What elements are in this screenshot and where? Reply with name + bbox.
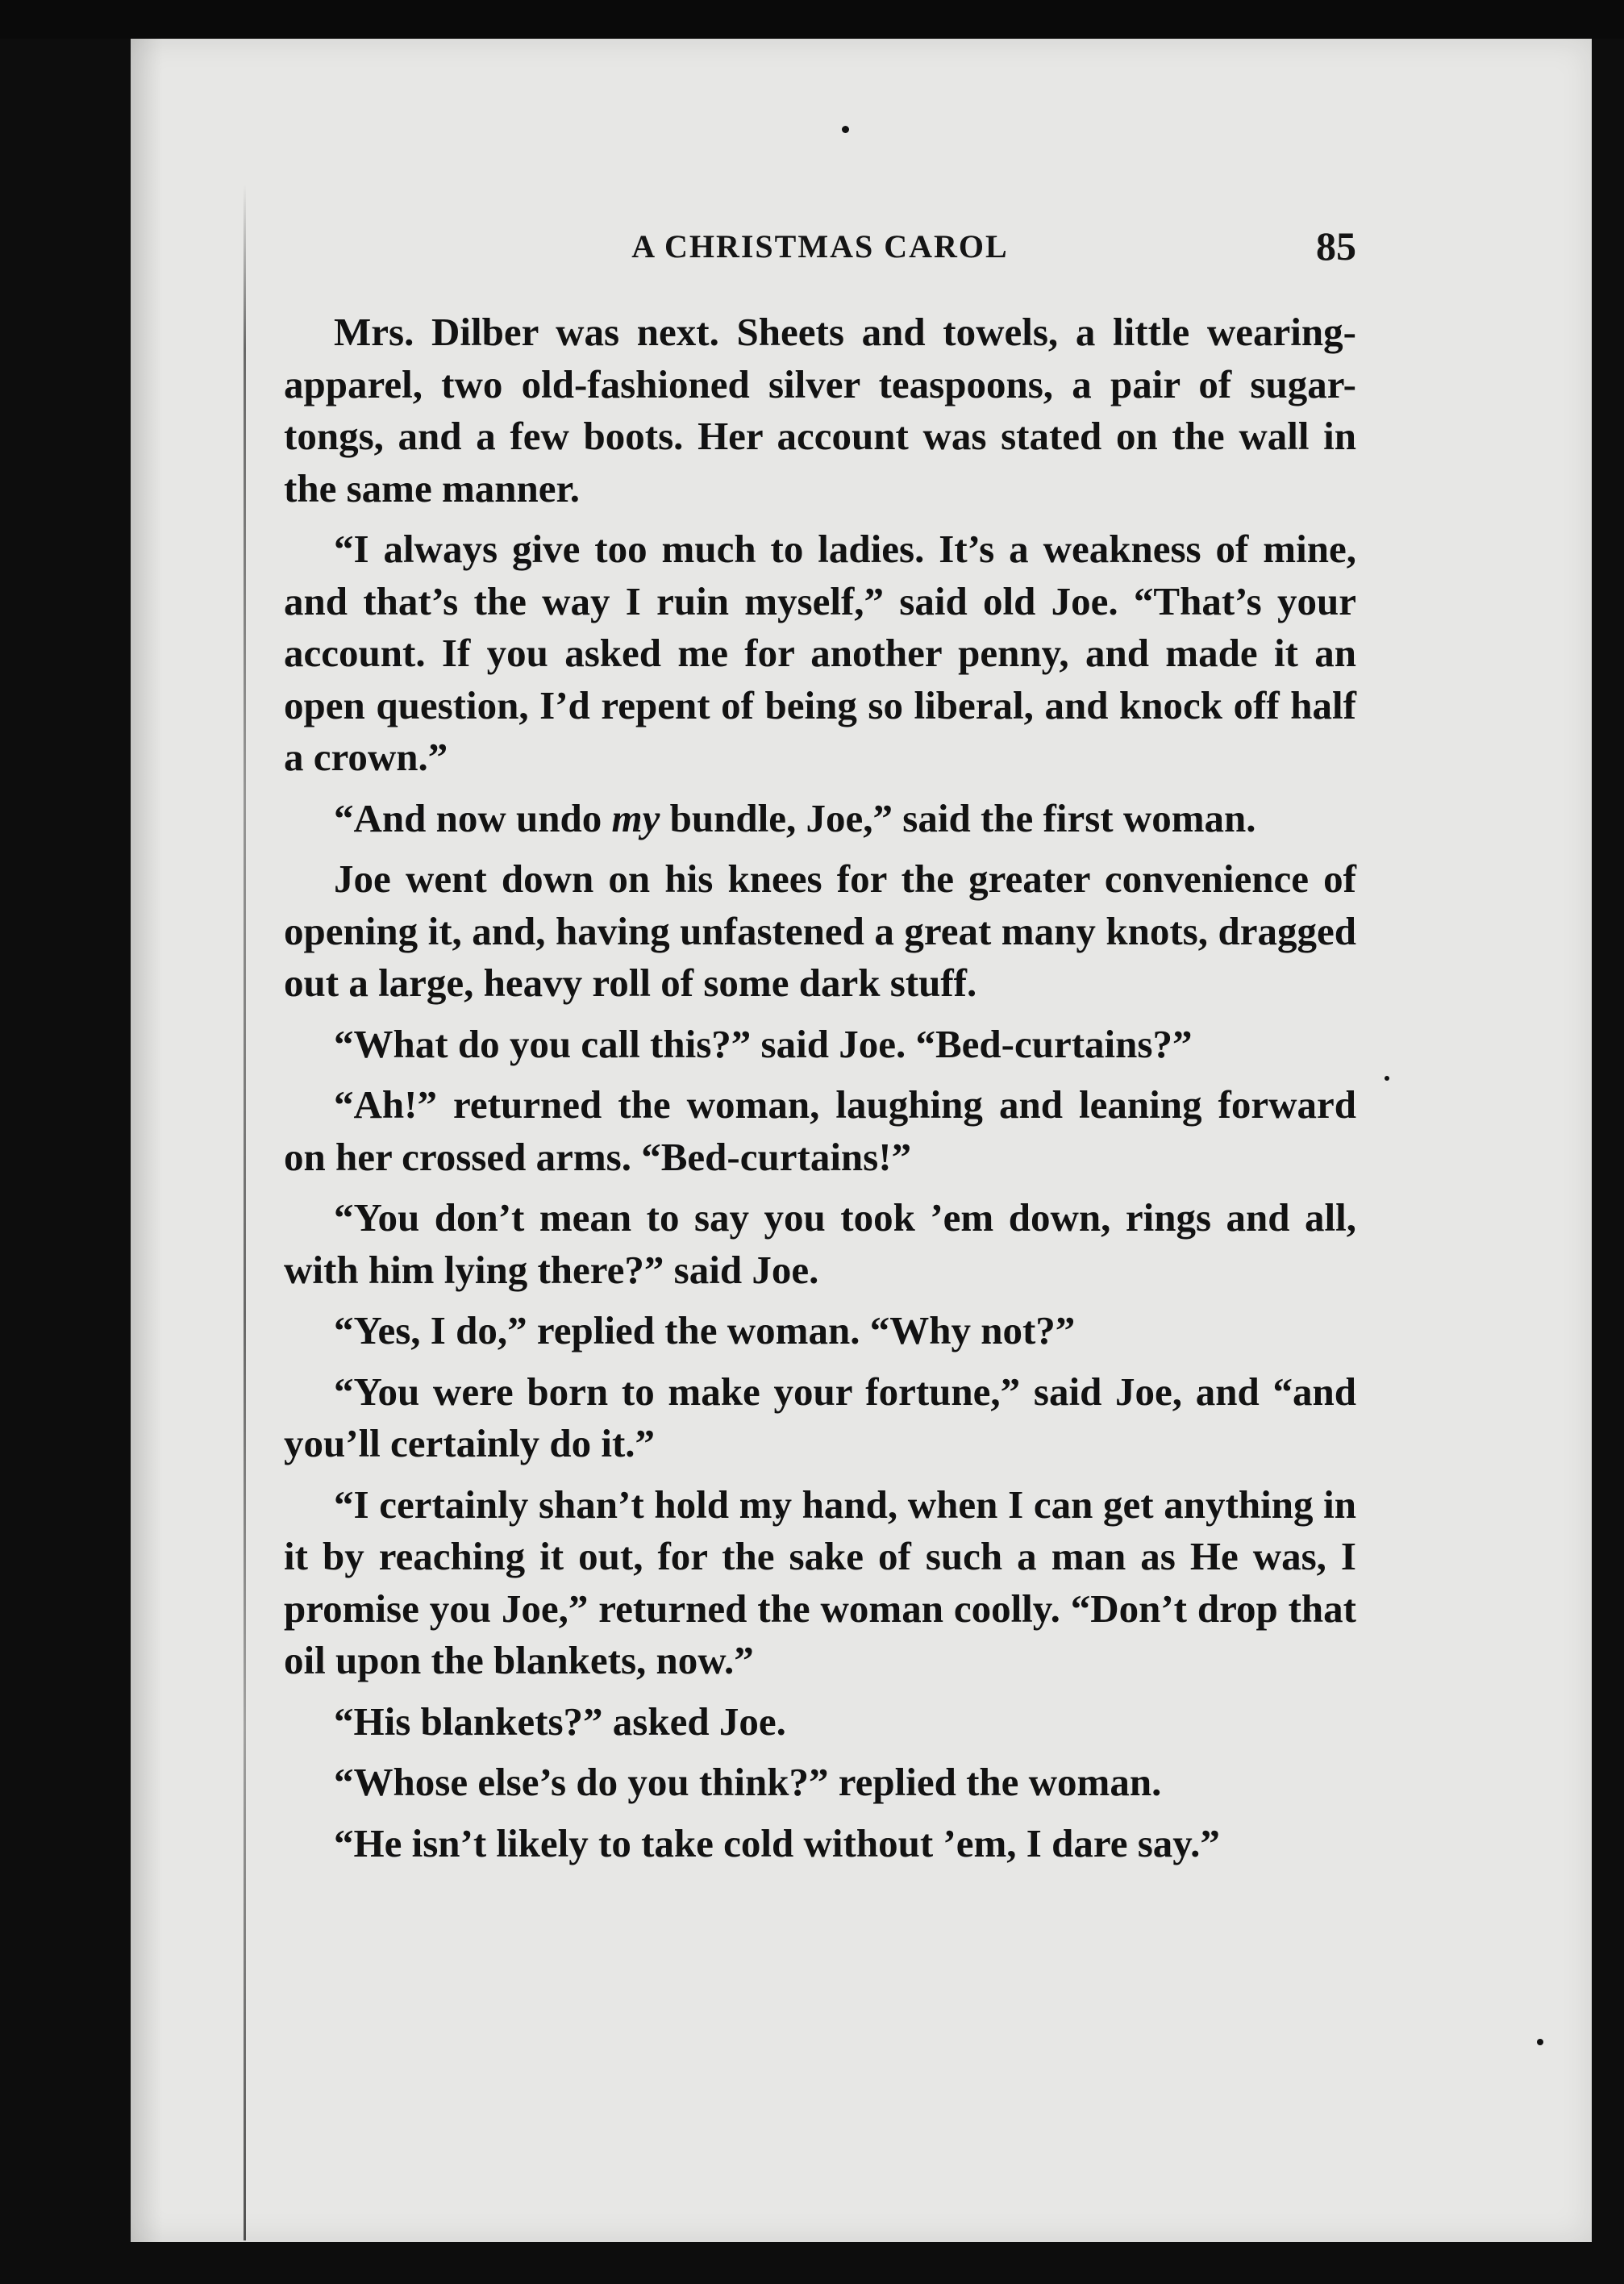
paragraph: “I always give too much to ladies. It’s a weakness of mine, and that’s the way I ruin myself,” said old Joe. “That’s your account. If you asked me for another penny, and made it an open question, I’d repent of being so liberal, and knock off half a crown.” bbox=[284, 527, 1356, 779]
ink-speck bbox=[842, 126, 849, 133]
binding-edge bbox=[244, 184, 246, 2240]
page-number: 85 bbox=[1316, 223, 1356, 269]
paragraph: “Ah!” returned the woman, laughing and leaning forward on her crossed arms. “Bed-curtains!” bbox=[284, 1082, 1356, 1179]
paragraph-text: bundle, Joe,” said the first woman. bbox=[660, 795, 1256, 840]
paragraph bbox=[284, 793, 1356, 845]
paragraph: “He isn’t likely to take cold without ’em, I dare say.” bbox=[334, 1820, 1220, 1865]
paragraph: “What do you call this?” said Joe. “Bed-curtains?” bbox=[334, 1021, 1193, 1066]
emphasis-text: my bbox=[611, 795, 660, 840]
page-gutter-shadow bbox=[131, 39, 163, 2242]
scan-border-top bbox=[0, 0, 1624, 39]
paragraph: “Whose else’s do you think?” replied the woman. bbox=[334, 1760, 1162, 1804]
paragraph: “You don’t mean to say you took ’em down, rings and all, with him lying there?” said Joe. bbox=[284, 1195, 1356, 1292]
text-body bbox=[284, 306, 1356, 1878]
paragraph: “His blankets?” asked Joe. bbox=[334, 1698, 786, 1744]
running-head bbox=[284, 223, 1356, 276]
paragraph: “Yes, I do,” replied the woman. “Why not?” bbox=[334, 1308, 1076, 1352]
paragraph-text: “And now undo bbox=[334, 795, 612, 840]
ink-speck bbox=[1537, 2039, 1543, 2045]
paragraph: “You were born to make your fortune,” said Joe, and “and you’ll certainly do it.” bbox=[284, 1369, 1356, 1465]
paragraph: Mrs. Dilber was next. Sheets and towels, a little wearing-apparel, two old-fashioned silver teaspoons, a pair of sugar-tongs, and a few boots. Her account was stated on the wall in the same manner. bbox=[284, 310, 1356, 511]
running-title: A CHRISTMAS CAROL bbox=[631, 228, 1009, 265]
paragraph: “I certainly shan’t hold my hand, when I can get anything in it by reaching it out, for the sake of such a man as He was, I promise you Joe,” returned the woman coolly. “Don’t drop that oil upon the blankets, now.” bbox=[284, 1482, 1356, 1682]
ink-speck bbox=[1385, 1076, 1389, 1081]
paragraph: Joe went down on his knees for the greater convenience of opening it, and, having unfastened a great many knots, dragged out a large, heavy roll of some dark stuff. bbox=[284, 856, 1356, 1005]
